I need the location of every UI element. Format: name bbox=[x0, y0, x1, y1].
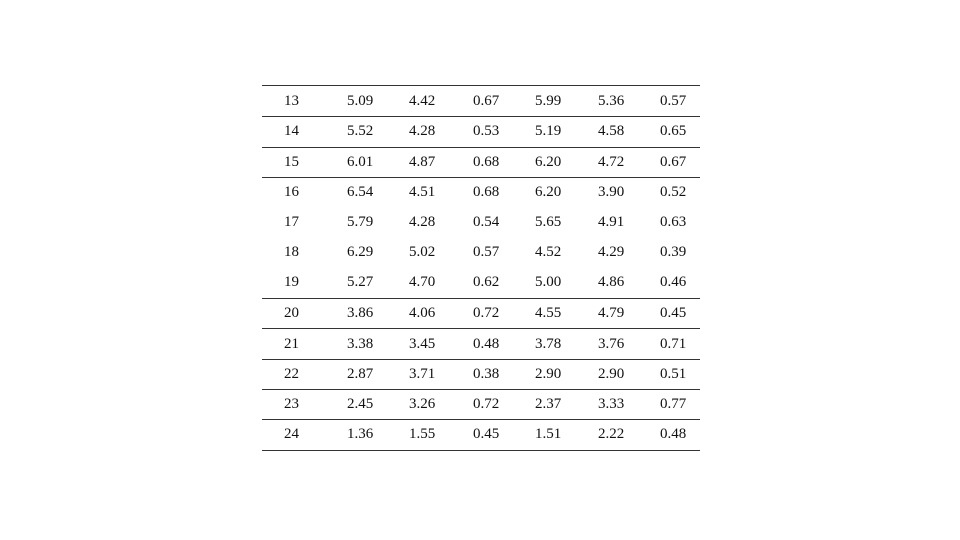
table-cell: 6.20 bbox=[535, 184, 562, 201]
table-cell: 0.57 bbox=[473, 244, 500, 261]
table-cell: 0.57 bbox=[660, 92, 687, 109]
table-cell: 0.53 bbox=[473, 123, 500, 140]
table-cell: 0.52 bbox=[660, 184, 687, 201]
table-cell: 0.67 bbox=[473, 92, 500, 109]
row-label-cell: 14 bbox=[284, 123, 299, 140]
table-cell: 0.48 bbox=[473, 335, 500, 352]
table-cell: 3.33 bbox=[598, 396, 625, 413]
table-cell: 3.26 bbox=[409, 396, 436, 413]
table-cell: 4.29 bbox=[598, 244, 625, 261]
table-cell: 6.54 bbox=[347, 184, 374, 201]
table-cell: 4.28 bbox=[409, 213, 436, 230]
table-row bbox=[262, 116, 700, 146]
table-cell: 5.36 bbox=[598, 92, 625, 109]
table-cell: 2.90 bbox=[535, 365, 562, 382]
table-cell: 4.72 bbox=[598, 153, 625, 170]
table-cell: 4.70 bbox=[409, 274, 436, 291]
table-cell: 2.37 bbox=[535, 396, 562, 413]
table-cell: 5.65 bbox=[535, 213, 562, 230]
row-label-cell: 17 bbox=[284, 213, 299, 230]
data-table bbox=[262, 85, 700, 451]
table-cell: 2.87 bbox=[347, 365, 374, 382]
table-cell: 5.52 bbox=[347, 123, 374, 140]
table-cell: 4.52 bbox=[535, 244, 562, 261]
row-label-cell: 20 bbox=[284, 305, 299, 322]
table-cell: 6.20 bbox=[535, 153, 562, 170]
table-cell: 0.48 bbox=[660, 426, 687, 443]
table-cell: 3.76 bbox=[598, 335, 625, 352]
table-row bbox=[262, 359, 700, 389]
table-cell: 0.65 bbox=[660, 123, 687, 140]
table-cell: 4.42 bbox=[409, 92, 436, 109]
table-cell: 6.29 bbox=[347, 244, 374, 261]
table-cell: 3.86 bbox=[347, 305, 374, 322]
table-cell: 3.90 bbox=[598, 184, 625, 201]
table-cell: 6.01 bbox=[347, 153, 374, 170]
table-cell: 2.90 bbox=[598, 365, 625, 382]
table-row bbox=[262, 298, 700, 328]
table-cell: 4.28 bbox=[409, 123, 436, 140]
table-cell: 0.51 bbox=[660, 365, 687, 382]
table-cell: 0.77 bbox=[660, 396, 687, 413]
table-cell: 5.09 bbox=[347, 92, 374, 109]
table-cell: 2.45 bbox=[347, 396, 374, 413]
table-cell: 0.38 bbox=[473, 365, 500, 382]
row-label-cell: 16 bbox=[284, 184, 299, 201]
table-cell: 5.00 bbox=[535, 274, 562, 291]
table-cell: 0.39 bbox=[660, 244, 687, 261]
table-cell: 0.72 bbox=[473, 305, 500, 322]
row-label-cell: 18 bbox=[284, 244, 299, 261]
table-cell: 0.68 bbox=[473, 184, 500, 201]
row-label-cell: 13 bbox=[284, 92, 299, 109]
table-row bbox=[262, 207, 700, 237]
table-row bbox=[262, 86, 700, 116]
table-cell: 3.78 bbox=[535, 335, 562, 352]
table-cell: 1.55 bbox=[409, 426, 436, 443]
table-cell: 2.22 bbox=[598, 426, 625, 443]
table-cell: 0.62 bbox=[473, 274, 500, 291]
table-cell: 4.86 bbox=[598, 274, 625, 291]
table-cell: 0.46 bbox=[660, 274, 687, 291]
row-label-cell: 19 bbox=[284, 274, 299, 291]
table-cell: 3.38 bbox=[347, 335, 374, 352]
row-label-cell: 24 bbox=[284, 426, 299, 443]
table-cell: 5.79 bbox=[347, 213, 374, 230]
table-row bbox=[262, 268, 700, 298]
table-cell: 4.06 bbox=[409, 305, 436, 322]
table-cell: 5.02 bbox=[409, 244, 436, 261]
table-cell: 1.51 bbox=[535, 426, 562, 443]
table-cell: 5.99 bbox=[535, 92, 562, 109]
table-cell: 5.19 bbox=[535, 123, 562, 140]
table-cell: 0.45 bbox=[473, 426, 500, 443]
table-cell: 3.45 bbox=[409, 335, 436, 352]
table-cell: 0.45 bbox=[660, 305, 687, 322]
table-cell: 4.79 bbox=[598, 305, 625, 322]
table-cell: 4.87 bbox=[409, 153, 436, 170]
row-label-cell: 23 bbox=[284, 396, 299, 413]
table-cell: 4.91 bbox=[598, 213, 625, 230]
row-label-cell: 15 bbox=[284, 153, 299, 170]
table-cell: 0.67 bbox=[660, 153, 687, 170]
table-cell: 4.55 bbox=[535, 305, 562, 322]
table-cell: 5.27 bbox=[347, 274, 374, 291]
table-cell: 4.51 bbox=[409, 184, 436, 201]
table-cell: 0.63 bbox=[660, 213, 687, 230]
table-row bbox=[262, 177, 700, 207]
row-label-cell: 22 bbox=[284, 365, 299, 382]
table-cell: 0.71 bbox=[660, 335, 687, 352]
table-cell: 0.68 bbox=[473, 153, 500, 170]
table-row bbox=[262, 419, 700, 449]
table-cell: 4.58 bbox=[598, 123, 625, 140]
table-cell: 3.71 bbox=[409, 365, 436, 382]
row-label-cell: 21 bbox=[284, 335, 299, 352]
table-row bbox=[262, 328, 700, 358]
table-row bbox=[262, 389, 700, 419]
table-cell: 0.72 bbox=[473, 396, 500, 413]
table-row bbox=[262, 147, 700, 177]
table-cell: 1.36 bbox=[347, 426, 374, 443]
table-row bbox=[262, 237, 700, 267]
table-cell: 0.54 bbox=[473, 213, 500, 230]
